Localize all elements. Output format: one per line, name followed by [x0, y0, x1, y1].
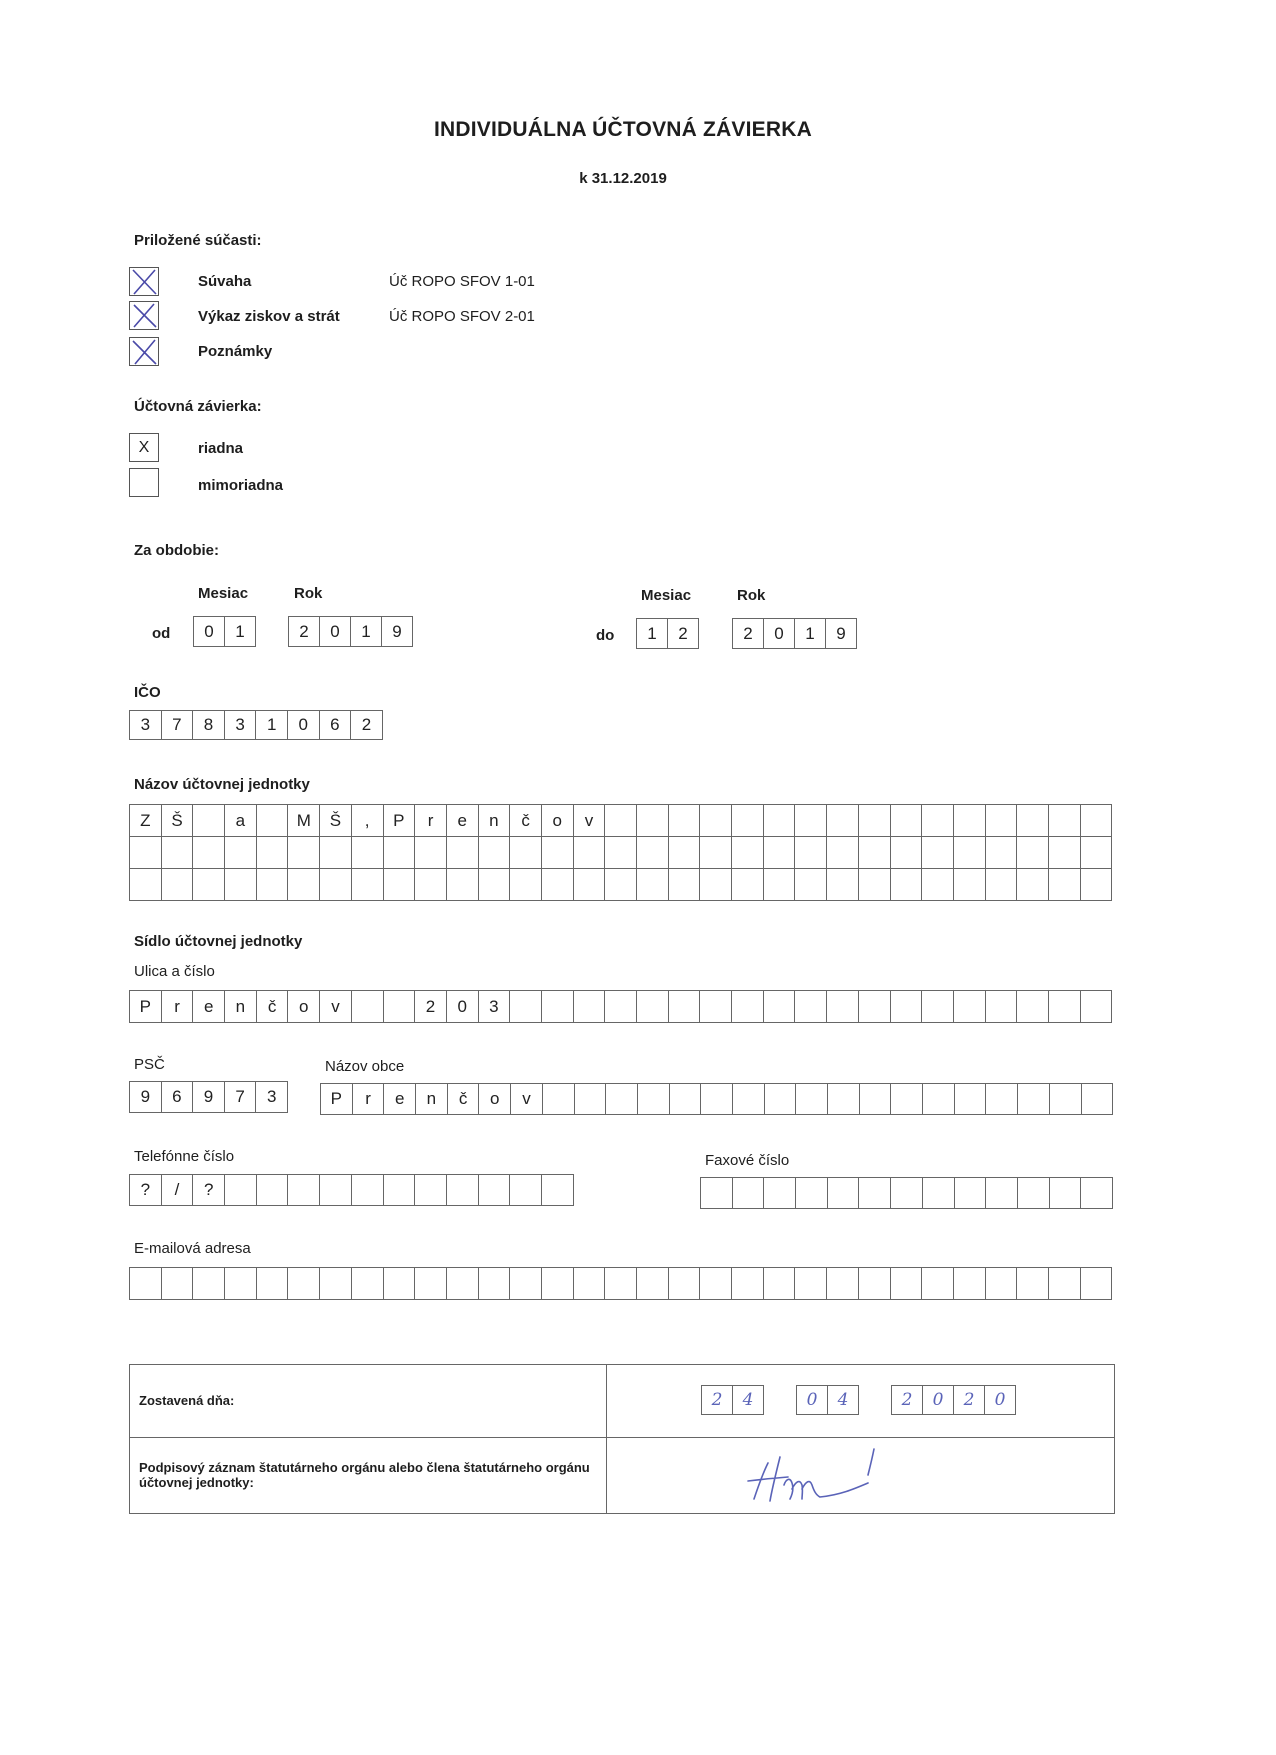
char-cell [637, 837, 669, 869]
compiled-day-field[interactable] [701, 1385, 764, 1415]
char-cell [764, 805, 796, 837]
char-cell [859, 837, 891, 869]
digit-cell: 2 [733, 619, 764, 649]
char-cell [638, 1084, 670, 1115]
char-cell [1050, 1084, 1082, 1115]
char-cell [700, 837, 732, 869]
char-cell: v [574, 805, 606, 837]
char-cell [447, 1268, 479, 1300]
char-cell [352, 991, 384, 1023]
char-cell: 9 [130, 1082, 162, 1113]
char-cell [669, 869, 701, 901]
char-cell [637, 991, 669, 1023]
char-cell: 6 [162, 1082, 194, 1113]
digit-cell: 1 [225, 617, 256, 647]
char-cell [1017, 805, 1049, 837]
street-label: Ulica a číslo [134, 963, 215, 980]
char-cell [954, 869, 986, 901]
char-cell [1081, 837, 1113, 869]
char-cell: M [288, 805, 320, 837]
fax-label: Faxové číslo [705, 1152, 790, 1169]
char-cell [922, 805, 954, 837]
char-cell [732, 1268, 764, 1300]
char-cell [986, 1178, 1018, 1209]
char-cell [701, 1178, 733, 1209]
char-cell: e [447, 805, 479, 837]
char-cell [352, 1175, 384, 1206]
char-cell [669, 1268, 701, 1300]
char-cell [922, 869, 954, 901]
digit-cell: 6 [320, 711, 352, 740]
digit-cell: 2 [892, 1386, 923, 1415]
digit-cell: 1 [795, 619, 826, 649]
char-cell: n [225, 991, 257, 1023]
notes-checkbox[interactable] [129, 337, 159, 366]
psc-label: PSČ [134, 1056, 165, 1073]
char-cell [795, 805, 827, 837]
char-cell: ? [193, 1175, 225, 1206]
digit-cell: 3 [225, 711, 257, 740]
char-cell [257, 869, 289, 901]
char-cell [257, 837, 289, 869]
char-cell [891, 991, 923, 1023]
char-cell [764, 837, 796, 869]
char-cell [1018, 1084, 1050, 1115]
component-code-income: Úč ROPO SFOV 2-01 [389, 308, 535, 325]
char-cell [1017, 869, 1049, 901]
char-cell [320, 837, 352, 869]
char-cell [955, 1084, 987, 1115]
char-cell [764, 991, 796, 1023]
ico-field[interactable] [129, 710, 383, 740]
char-cell: o [288, 991, 320, 1023]
digit-cell: 7 [162, 711, 194, 740]
char-cell [732, 869, 764, 901]
char-cell: v [320, 991, 352, 1023]
char-cell: 3 [256, 1082, 288, 1113]
to-label: do [596, 627, 615, 644]
char-cell [1081, 869, 1113, 901]
report-date: k 31.12.2019 [579, 170, 667, 187]
char-cell [732, 991, 764, 1023]
char-cell [828, 1178, 860, 1209]
char-cell [891, 805, 923, 837]
char-cell [1017, 837, 1049, 869]
char-cell [1082, 1084, 1114, 1115]
table-divider [606, 1365, 607, 1513]
char-cell [765, 1084, 797, 1115]
char-cell [575, 1084, 607, 1115]
signature-table [129, 1364, 1115, 1514]
char-cell [859, 1268, 891, 1300]
entity-name-field[interactable] [129, 804, 1112, 901]
from-year-label: Rok [294, 585, 323, 602]
char-cell [447, 837, 479, 869]
char-cell [891, 1268, 923, 1300]
char-cell [1050, 1178, 1082, 1209]
char-cell [479, 837, 511, 869]
char-cell [891, 837, 923, 869]
char-cell [986, 1084, 1018, 1115]
entity-name-label: Názov účtovnej jednotky [134, 776, 310, 793]
char-cell [510, 869, 542, 901]
char-cell: Z [130, 805, 162, 837]
char-cell [415, 837, 447, 869]
digit-cell: 0 [985, 1386, 1016, 1415]
char-cell: P [384, 805, 416, 837]
char-cell [733, 1084, 765, 1115]
char-cell [700, 805, 732, 837]
char-cell [193, 837, 225, 869]
digit-cell: 4 [828, 1386, 859, 1415]
char-cell: 2 [415, 991, 447, 1023]
char-cell [384, 1175, 416, 1206]
char-cell [859, 869, 891, 901]
char-cell [288, 1175, 320, 1206]
char-cell [384, 1268, 416, 1300]
char-cell: Š [162, 805, 194, 837]
char-cell [225, 1268, 257, 1300]
address-heading: Sídlo účtovnej jednotky [134, 933, 303, 950]
char-cell [954, 1268, 986, 1300]
char-cell [288, 837, 320, 869]
digit-cell: 3 [130, 711, 162, 740]
char-cell [796, 1084, 828, 1115]
char-cell [574, 991, 606, 1023]
char-cell [700, 1268, 732, 1300]
char-cell [605, 991, 637, 1023]
char-cell [828, 1084, 860, 1115]
char-cell [922, 837, 954, 869]
char-cell [700, 869, 732, 901]
char-cell [670, 1084, 702, 1115]
char-cell [986, 869, 1018, 901]
char-cell [257, 805, 289, 837]
digit-cell: 2 [954, 1386, 985, 1415]
char-cell [574, 1268, 606, 1300]
char-cell: 7 [225, 1082, 257, 1113]
char-cell [320, 1175, 352, 1206]
char-cell [669, 837, 701, 869]
char-cell: Š [320, 805, 352, 837]
char-cell [764, 1268, 796, 1300]
extraordinary-checkbox[interactable] [129, 468, 159, 497]
char-cell [384, 991, 416, 1023]
char-cell [795, 1268, 827, 1300]
char-cell [542, 837, 574, 869]
char-cell [860, 1084, 892, 1115]
char-cell [542, 1175, 574, 1206]
char-cell [669, 805, 701, 837]
phone-field[interactable] [129, 1174, 574, 1206]
char-cell [795, 869, 827, 901]
digit-cell: 2 [289, 617, 320, 647]
char-cell: e [193, 991, 225, 1023]
char-cell [605, 805, 637, 837]
char-cell [225, 837, 257, 869]
component-code-sheet: Úč ROPO SFOV 1-01 [389, 273, 535, 290]
compiled-label: Zostavená dňa: [139, 1393, 235, 1408]
char-cell [954, 837, 986, 869]
compiled-year-field[interactable] [891, 1385, 1016, 1415]
char-cell [193, 1268, 225, 1300]
char-cell: r [162, 991, 194, 1023]
char-cell [288, 869, 320, 901]
signature-label-line1: Podpisový záznam štatutárneho orgánu alebo člena štatutárneho orgánu [139, 1460, 590, 1475]
page-title: INDIVIDUÁLNA ÚČTOVNÁ ZÁVIERKA [434, 118, 812, 141]
char-cell: o [479, 1084, 511, 1115]
digit-cell: 2 [668, 619, 699, 649]
char-cell [542, 1268, 574, 1300]
char-cell [986, 837, 1018, 869]
char-cell [733, 1178, 765, 1209]
from-label: od [152, 625, 171, 642]
char-cell [922, 1268, 954, 1300]
char-cell [827, 991, 859, 1023]
char-cell [130, 1268, 162, 1300]
char-cell [193, 805, 225, 837]
char-cell [543, 1084, 575, 1115]
char-cell [479, 1175, 511, 1206]
char-cell [162, 837, 194, 869]
email-field[interactable] [129, 1267, 1112, 1300]
psc-field[interactable] [129, 1081, 288, 1113]
char-cell [1081, 805, 1113, 837]
char-cell: P [130, 991, 162, 1023]
statement-type-heading: Účtovná závierka: [134, 398, 262, 415]
char-cell [796, 1178, 828, 1209]
char-cell [415, 869, 447, 901]
handwritten-signature [740, 1445, 900, 1507]
char-cell [827, 805, 859, 837]
period-heading: Za obdobie: [134, 542, 219, 559]
char-cell: ? [130, 1175, 162, 1206]
char-cell [986, 1268, 1018, 1300]
char-cell: v [511, 1084, 543, 1115]
char-cell: č [257, 991, 289, 1023]
char-cell [859, 1178, 891, 1209]
phone-label: Telefónne číslo [134, 1148, 235, 1165]
char-cell: 9 [193, 1082, 225, 1113]
char-cell [257, 1268, 289, 1300]
digit-cell: 4 [733, 1386, 764, 1415]
digit-cell: 0 [764, 619, 795, 649]
char-cell [637, 1268, 669, 1300]
digit-cell: 0 [797, 1386, 828, 1415]
digit-cell: 1 [637, 619, 668, 649]
street-field[interactable] [129, 990, 1112, 1023]
char-cell [288, 1268, 320, 1300]
char-cell: č [448, 1084, 480, 1115]
char-cell [606, 1084, 638, 1115]
extraordinary-label: mimoriadna [198, 477, 284, 494]
char-cell [510, 1268, 542, 1300]
char-cell [447, 869, 479, 901]
digit-cell: 1 [256, 711, 288, 740]
char-cell [384, 837, 416, 869]
ico-label: IČO [134, 684, 161, 701]
char-cell [795, 837, 827, 869]
char-cell: / [162, 1175, 194, 1206]
component-label-notes: Poznámky [198, 343, 273, 360]
char-cell [510, 1175, 542, 1206]
char-cell [479, 869, 511, 901]
char-cell [732, 837, 764, 869]
char-cell [859, 805, 891, 837]
digit-cell: 9 [826, 619, 857, 649]
from-year-field[interactable] [288, 616, 413, 647]
char-cell: , [352, 805, 384, 837]
char-cell [574, 837, 606, 869]
char-cell [986, 805, 1018, 837]
char-cell [764, 1178, 796, 1209]
char-cell [669, 991, 701, 1023]
char-cell [542, 991, 574, 1023]
char-cell [1049, 837, 1081, 869]
char-cell: 0 [447, 991, 479, 1023]
char-cell [574, 869, 606, 901]
char-cell [130, 869, 162, 901]
digit-cell: 8 [193, 711, 225, 740]
char-cell: P [321, 1084, 353, 1115]
char-cell: r [353, 1084, 385, 1115]
char-cell [1017, 1268, 1049, 1300]
char-cell [701, 1084, 733, 1115]
char-cell [415, 1175, 447, 1206]
char-cell: a [225, 805, 257, 837]
char-cell [162, 869, 194, 901]
char-cell: č [510, 805, 542, 837]
char-cell [1049, 805, 1081, 837]
char-cell [700, 991, 732, 1023]
char-cell [510, 991, 542, 1023]
char-cell [605, 1268, 637, 1300]
to-year-label: Rok [737, 587, 766, 604]
income-statement-checkbox[interactable] [129, 301, 159, 330]
digit-cell: 0 [194, 617, 225, 647]
char-cell [891, 1178, 923, 1209]
char-cell: n [479, 805, 511, 837]
char-cell [923, 1178, 955, 1209]
char-cell [1049, 869, 1081, 901]
char-cell [352, 1268, 384, 1300]
compiled-month-field[interactable] [796, 1385, 859, 1415]
char-cell [891, 869, 923, 901]
char-cell [827, 837, 859, 869]
from-month-field[interactable] [193, 616, 256, 647]
char-cell [225, 869, 257, 901]
char-cell [1081, 991, 1113, 1023]
char-cell: 3 [479, 991, 511, 1023]
char-cell: e [384, 1084, 416, 1115]
digit-cell: 0 [320, 617, 351, 647]
to-month-label: Mesiac [641, 587, 692, 604]
char-cell [193, 869, 225, 901]
email-label: E-mailová adresa [134, 1240, 251, 1257]
char-cell: n [416, 1084, 448, 1115]
char-cell [320, 869, 352, 901]
char-cell [732, 805, 764, 837]
to-year-field[interactable] [732, 618, 857, 649]
char-cell [225, 1175, 257, 1206]
digit-cell: 0 [288, 711, 320, 740]
char-cell [923, 1084, 955, 1115]
char-cell: o [542, 805, 574, 837]
char-cell [542, 869, 574, 901]
char-cell [1017, 991, 1049, 1023]
sheet-checkbox[interactable] [129, 267, 159, 296]
char-cell [827, 869, 859, 901]
char-cell [1018, 1178, 1050, 1209]
digit-cell: 2 [351, 711, 383, 740]
city-field[interactable] [320, 1083, 1113, 1115]
component-label-income: Výkaz ziskov a strát [198, 308, 340, 325]
char-cell [859, 991, 891, 1023]
digit-cell: 2 [702, 1386, 733, 1415]
ordinary-label: riadna [198, 440, 244, 457]
char-cell [637, 869, 669, 901]
char-cell [605, 869, 637, 901]
char-cell [1049, 991, 1081, 1023]
char-cell [827, 1268, 859, 1300]
char-cell [605, 837, 637, 869]
char-cell [954, 991, 986, 1023]
char-cell [510, 837, 542, 869]
char-cell [1049, 1268, 1081, 1300]
char-cell [986, 991, 1018, 1023]
char-cell [922, 991, 954, 1023]
char-cell [479, 1268, 511, 1300]
to-month-field[interactable] [636, 618, 699, 649]
components-heading: Priložené súčasti: [134, 232, 262, 249]
char-cell [352, 869, 384, 901]
char-cell [637, 805, 669, 837]
char-cell [447, 1175, 479, 1206]
digit-cell: 1 [351, 617, 382, 647]
city-label: Názov obce [325, 1058, 405, 1075]
char-cell [352, 837, 384, 869]
char-cell [1081, 1268, 1113, 1300]
char-cell [257, 1175, 289, 1206]
char-cell [384, 869, 416, 901]
fax-field[interactable] [700, 1177, 1113, 1209]
char-cell [1081, 1178, 1113, 1209]
signature-label-line2: účtovnej jednotky: [139, 1475, 254, 1490]
char-cell [955, 1178, 987, 1209]
char-cell [954, 805, 986, 837]
char-cell [891, 1084, 923, 1115]
ordinary-checkbox[interactable]: X [129, 433, 159, 462]
digit-cell: 9 [382, 617, 413, 647]
from-month-label: Mesiac [198, 585, 249, 602]
char-cell [795, 991, 827, 1023]
char-cell [764, 869, 796, 901]
char-cell [130, 837, 162, 869]
digit-cell: 0 [923, 1386, 954, 1415]
char-cell [415, 1268, 447, 1300]
component-label-sheet: Súvaha [198, 273, 252, 290]
char-cell: r [415, 805, 447, 837]
char-cell [320, 1268, 352, 1300]
char-cell [162, 1268, 194, 1300]
